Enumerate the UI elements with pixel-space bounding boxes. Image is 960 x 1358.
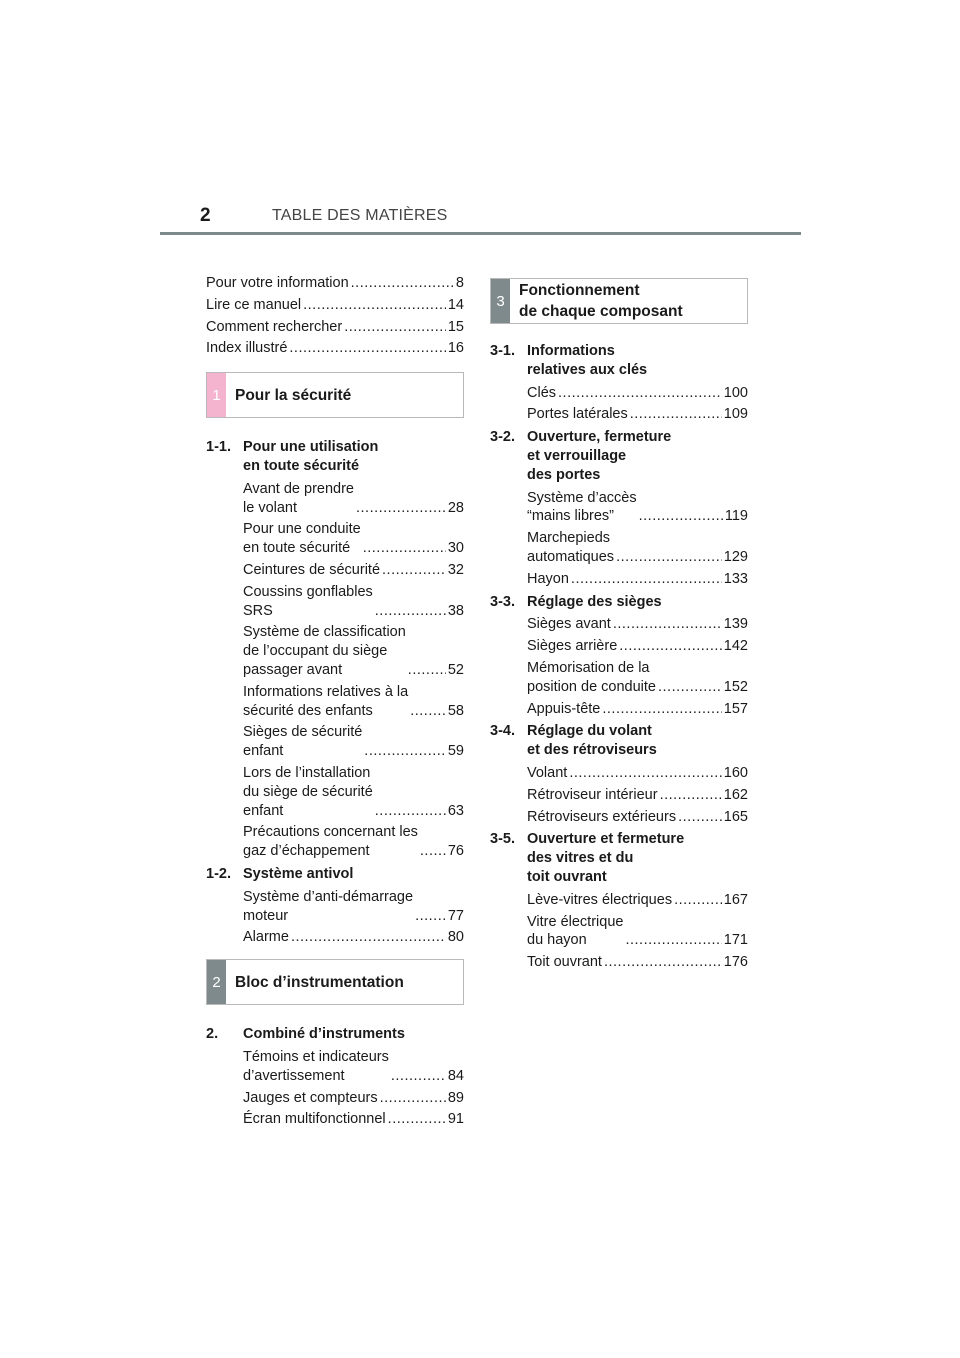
toc-page-number: 157 bbox=[723, 700, 748, 717]
header-divider bbox=[160, 232, 801, 235]
section-header[interactable] bbox=[490, 278, 748, 324]
toc-entry[interactable] bbox=[527, 913, 748, 951]
toc-entry[interactable] bbox=[243, 928, 464, 947]
toc-entry[interactable] bbox=[206, 339, 464, 358]
toc-entry-label: Hayon bbox=[527, 570, 569, 587]
toc-page-number: 176 bbox=[723, 954, 748, 971]
toc-page-number: 14 bbox=[447, 296, 464, 313]
toc-entry[interactable] bbox=[243, 561, 464, 580]
toc-entry[interactable] bbox=[243, 888, 464, 926]
toc-page-number: 77 bbox=[447, 907, 464, 924]
toc-entry-label: Rétroviseurs extérieurs bbox=[527, 808, 677, 825]
page-title: TABLE DES MATIÈRES bbox=[272, 207, 448, 224]
toc-entry-label: Système d’accès “mains libres” bbox=[527, 489, 637, 525]
toc-leader-dots bbox=[388, 1110, 446, 1129]
chapter-heading[interactable] bbox=[490, 428, 748, 484]
toc-entry[interactable] bbox=[243, 583, 464, 621]
toc-entry[interactable] bbox=[243, 623, 464, 679]
toc-entry[interactable] bbox=[243, 683, 464, 721]
toc-page-number: 76 bbox=[447, 843, 464, 860]
toc-entry[interactable] bbox=[527, 529, 748, 567]
toc-page-number: 139 bbox=[723, 616, 748, 633]
toc-entry[interactable] bbox=[206, 296, 464, 315]
chapter-entries bbox=[527, 891, 748, 972]
toc-entry[interactable] bbox=[243, 1089, 464, 1108]
toc-entry-label: Ceintures de sécurité bbox=[243, 561, 381, 578]
section-title: Fonctionnement de chaque composant bbox=[519, 282, 683, 320]
toc-right-column bbox=[490, 278, 748, 975]
toc-leader-dots bbox=[375, 602, 446, 621]
toc-leader-dots bbox=[619, 637, 722, 656]
section-number: 1 bbox=[207, 373, 226, 417]
toc-entry-label: Jauges et compteurs bbox=[243, 1089, 378, 1106]
toc-entry[interactable] bbox=[527, 764, 748, 783]
toc-page-number: 142 bbox=[723, 638, 748, 655]
chapter-entries bbox=[243, 480, 464, 861]
section-title: Bloc d’instrumentation bbox=[235, 973, 404, 991]
toc-leader-dots bbox=[363, 539, 446, 558]
toc-page-number: 8 bbox=[455, 275, 464, 291]
toc-leader-dots bbox=[303, 296, 446, 315]
toc-leader-dots bbox=[613, 615, 722, 634]
chapter-code: 2. bbox=[206, 1026, 219, 1043]
toc-leader-dots bbox=[375, 802, 446, 821]
chapter-heading[interactable] bbox=[490, 830, 748, 886]
section-1 bbox=[206, 372, 464, 947]
chapter-heading[interactable] bbox=[490, 593, 748, 612]
toc-entry[interactable] bbox=[527, 808, 748, 827]
toc-page-number: 109 bbox=[723, 406, 748, 423]
chapter-title: Réglage des sièges bbox=[527, 593, 662, 610]
toc-page-number: 28 bbox=[447, 499, 464, 516]
toc-entry[interactable] bbox=[243, 823, 464, 861]
toc-leader-dots bbox=[420, 842, 446, 861]
chapter-entries bbox=[243, 888, 464, 947]
toc-leader-dots bbox=[658, 678, 722, 697]
chapter-code: 3-4. bbox=[490, 723, 515, 740]
section-title: Pour la sécurité bbox=[235, 386, 352, 404]
chapter-entries bbox=[527, 764, 748, 826]
toc-page-number: 167 bbox=[723, 891, 748, 908]
chapter-heading[interactable] bbox=[206, 865, 464, 884]
section-2 bbox=[206, 959, 464, 1129]
toc-left-column bbox=[206, 274, 464, 1132]
toc-leader-dots bbox=[356, 499, 446, 518]
toc-leader-dots bbox=[289, 339, 445, 358]
chapter-code: 1-1. bbox=[206, 439, 231, 456]
toc-entry-label: Index illustré bbox=[206, 340, 288, 357]
toc-leader-dots bbox=[604, 953, 722, 972]
toc-entry[interactable] bbox=[527, 489, 748, 527]
toc-leader-dots bbox=[351, 274, 454, 293]
toc-entry-label: Appuis-tête bbox=[527, 700, 601, 717]
chapter-entries bbox=[243, 1048, 464, 1129]
toc-page-number: 58 bbox=[447, 702, 464, 719]
chapter-title: Système antivol bbox=[243, 865, 354, 882]
toc-page-number: 129 bbox=[723, 548, 748, 565]
chapter-entries bbox=[527, 384, 748, 425]
toc-entry[interactable] bbox=[243, 1048, 464, 1086]
chapter-code: 3-5. bbox=[490, 831, 515, 848]
chapter-title: Informations relatives aux clés bbox=[527, 343, 648, 378]
chapter-entries bbox=[527, 615, 748, 718]
toc-entry-label: Sièges arrière bbox=[527, 638, 618, 655]
toc-entry-label: Sièges de sécurité enfant bbox=[243, 724, 363, 760]
toc-entry[interactable] bbox=[527, 405, 748, 424]
toc-leader-dots bbox=[571, 570, 722, 589]
toc-entry-label: Vitre électrique du hayon bbox=[527, 913, 624, 949]
toc-entry[interactable] bbox=[243, 480, 464, 518]
toc-entry-label: Témoins et indicateurs d’avertissement bbox=[243, 1048, 389, 1084]
toc-page-number: 119 bbox=[724, 508, 748, 525]
toc-page-number: 80 bbox=[447, 929, 464, 946]
toc-entry-label: Informations relatives à la sécurité des enfants bbox=[243, 683, 409, 719]
toc-entry-label: Lève-vitres électriques bbox=[527, 891, 673, 908]
toc-leader-dots bbox=[630, 405, 722, 424]
toc-page-number: 59 bbox=[447, 743, 464, 760]
toc-entry[interactable] bbox=[243, 723, 464, 761]
toc-page-number: 133 bbox=[723, 570, 748, 587]
toc-page-number: 16 bbox=[447, 340, 464, 357]
toc-entry-label: Portes latérales bbox=[527, 406, 628, 423]
chapter-heading[interactable] bbox=[206, 438, 464, 476]
toc-entry-label: Rétroviseur intérieur bbox=[527, 786, 658, 803]
toc-entry-label: Système de classification de l’occupant du siège passager avant bbox=[243, 624, 406, 678]
toc-entry-label: Marchepieds automatiques bbox=[527, 530, 615, 565]
toc-page-number: 160 bbox=[723, 764, 748, 781]
chapter-title: Combiné d’instruments bbox=[243, 1026, 405, 1043]
toc-page-number: 52 bbox=[447, 661, 464, 678]
section-header[interactable] bbox=[206, 372, 464, 418]
chapter-code: 3-2. bbox=[490, 429, 515, 446]
chapter-title: Ouverture, fermeture et verrouillage des portes bbox=[527, 429, 672, 483]
toc-page-number: 100 bbox=[723, 384, 748, 401]
toc-page-number: 89 bbox=[447, 1089, 464, 1106]
chapter-heading[interactable] bbox=[490, 342, 748, 380]
toc-entry-label: Coussins gonflables SRS bbox=[243, 583, 373, 619]
toc-page-number: 171 bbox=[723, 932, 748, 949]
toc-leader-dots bbox=[678, 808, 722, 827]
toc-page-number: 30 bbox=[447, 540, 464, 557]
toc-entry-label: Écran multifonctionnel bbox=[243, 1111, 386, 1128]
chapter-heading[interactable] bbox=[206, 1025, 464, 1044]
toc-entry[interactable] bbox=[243, 520, 464, 558]
toc-entry[interactable] bbox=[527, 570, 748, 589]
toc-entry-label: Lire ce manuel bbox=[206, 296, 302, 313]
toc-entry[interactable] bbox=[527, 891, 748, 910]
chapter-title: Ouverture et fermeture des vitres et du toit ouvrant bbox=[527, 831, 685, 885]
section-number: 2 bbox=[207, 960, 226, 1004]
toc-entry-label: Pour votre information bbox=[206, 275, 349, 291]
toc-leader-dots bbox=[364, 742, 446, 761]
toc-leader-dots bbox=[616, 548, 722, 567]
chapter-title: Réglage du volant et des rétroviseurs bbox=[527, 723, 657, 759]
toc-page-number: 91 bbox=[447, 1111, 464, 1128]
toc-page-number: 38 bbox=[447, 602, 464, 619]
toc-page-number: 152 bbox=[723, 678, 748, 695]
chapter-title: Pour une utilisation en toute sécurité bbox=[243, 439, 379, 474]
toc-leader-dots bbox=[380, 1089, 446, 1108]
toc-entry-label: Précautions concernant les gaz d’échappement bbox=[243, 824, 418, 860]
toc-leader-dots bbox=[602, 700, 721, 719]
toc-entry[interactable] bbox=[206, 318, 464, 337]
toc-entry-label: Système d’anti-démarrage moteur bbox=[243, 888, 414, 924]
section-3 bbox=[490, 278, 748, 972]
chapter-heading[interactable] bbox=[490, 722, 748, 760]
toc-page-number: 162 bbox=[723, 786, 748, 803]
toc-page-number: 63 bbox=[447, 802, 464, 819]
toc-entry[interactable] bbox=[527, 637, 748, 656]
toc-leader-dots bbox=[569, 764, 721, 783]
chapter-code: 3-3. bbox=[490, 593, 515, 610]
toc-entry[interactable] bbox=[527, 384, 748, 403]
toc-entry[interactable] bbox=[527, 786, 748, 805]
toc-entry-label: Sièges avant bbox=[527, 616, 611, 633]
toc-entry-label: Lors de l’installation du siège de sécurité enfant bbox=[243, 764, 373, 819]
toc-leader-dots bbox=[674, 891, 722, 910]
toc-entry-label: Clés bbox=[527, 384, 557, 401]
toc-leader-dots bbox=[558, 384, 722, 403]
toc-entry[interactable] bbox=[527, 700, 748, 719]
toc-entry[interactable] bbox=[527, 615, 748, 634]
toc-page-number: 15 bbox=[447, 318, 464, 335]
toc-entry-label: Volant bbox=[527, 764, 568, 781]
toc-entry-label: Toit ouvrant bbox=[527, 954, 602, 971]
toc-leader-dots bbox=[382, 561, 446, 580]
toc-page-number: 84 bbox=[447, 1067, 464, 1084]
chapter-code: 3-1. bbox=[490, 343, 515, 359]
toc-leader-dots bbox=[410, 702, 446, 721]
toc-leader-dots bbox=[625, 931, 721, 950]
toc-entry[interactable] bbox=[206, 274, 464, 293]
toc-entry-label: Alarme bbox=[243, 929, 289, 946]
toc-leader-dots bbox=[391, 1067, 446, 1086]
toc-entry-label: Comment rechercher bbox=[206, 318, 343, 335]
chapter-entries bbox=[527, 489, 748, 589]
toc-entry-label: Avant de prendre le volant bbox=[243, 480, 354, 516]
toc-leader-dots bbox=[660, 786, 722, 805]
page-number: 2 bbox=[200, 205, 211, 226]
toc-entry[interactable] bbox=[527, 659, 748, 697]
toc-entry[interactable] bbox=[527, 953, 748, 972]
intro-list bbox=[206, 274, 464, 358]
toc-page-number: 32 bbox=[447, 561, 464, 578]
toc-entry-label: Pour une conduite en toute sécurité bbox=[243, 521, 361, 557]
toc-entry[interactable] bbox=[243, 764, 464, 820]
toc-leader-dots bbox=[639, 507, 723, 526]
toc-leader-dots bbox=[291, 928, 446, 947]
toc-leader-dots bbox=[415, 907, 446, 926]
toc-entry-label: Mémorisation de la position de conduite bbox=[527, 659, 656, 695]
toc-leader-dots bbox=[408, 661, 446, 680]
toc-entry[interactable] bbox=[243, 1110, 464, 1129]
toc-leader-dots bbox=[344, 318, 446, 337]
section-header[interactable] bbox=[206, 959, 464, 1005]
toc-page-number: 165 bbox=[723, 808, 748, 825]
section-number: 3 bbox=[491, 279, 510, 323]
chapter-code: 1-2. bbox=[206, 865, 231, 882]
